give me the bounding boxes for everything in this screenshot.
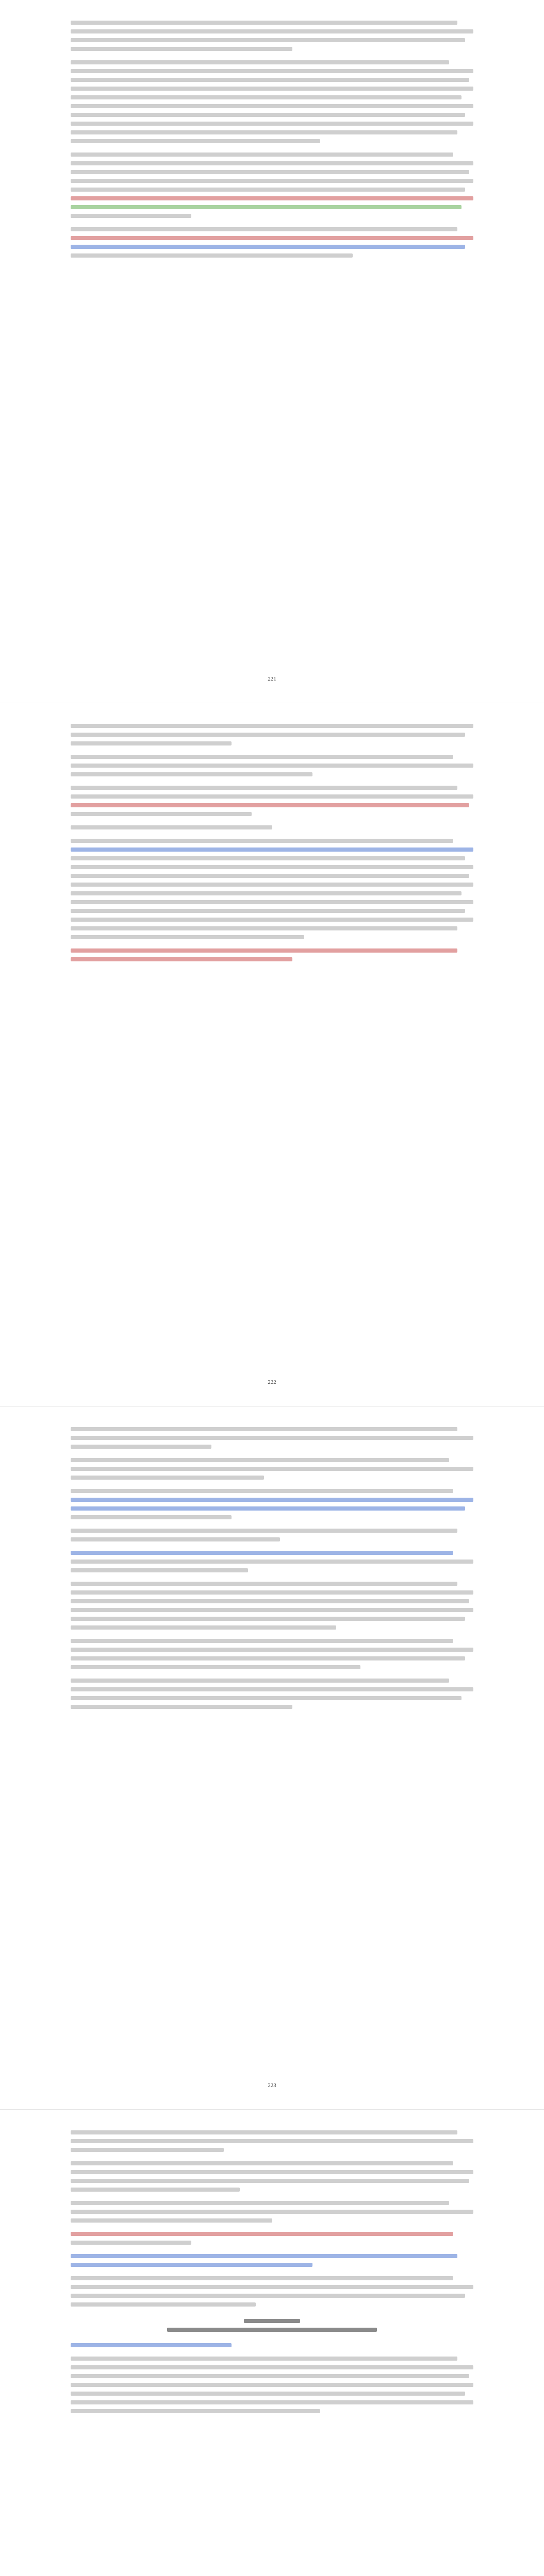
article-heading-placeholder	[71, 2319, 473, 2332]
page-224	[0, 2110, 544, 2576]
paragraph-placeholder	[71, 1639, 473, 1669]
paragraph-placeholder	[71, 1582, 473, 1630]
page-body	[71, 21, 473, 267]
paragraph-placeholder	[71, 2130, 473, 2152]
page-number: 221	[268, 676, 276, 682]
paragraph-placeholder	[71, 825, 473, 829]
paragraph-placeholder	[71, 60, 473, 143]
page-body	[71, 724, 473, 971]
paragraph-placeholder	[71, 2357, 473, 2413]
page-number: 223	[268, 2082, 276, 2089]
paragraph-placeholder	[71, 227, 473, 258]
paragraph-placeholder	[71, 1529, 473, 1541]
paragraph-placeholder	[71, 724, 473, 745]
page-222	[0, 703, 544, 1406]
paragraph-placeholder	[71, 21, 473, 51]
paragraph-placeholder	[71, 1427, 473, 1449]
paragraph-placeholder	[71, 2232, 473, 2245]
paragraph-placeholder	[71, 786, 473, 816]
paragraph-placeholder	[71, 152, 473, 218]
paragraph-placeholder	[71, 2254, 473, 2267]
paragraph-placeholder	[71, 948, 473, 961]
paragraph-placeholder	[71, 1679, 473, 1709]
paragraph-placeholder	[71, 1458, 473, 1480]
page-body	[71, 1427, 473, 1718]
page-223	[0, 1406, 544, 2110]
page-number: 222	[268, 1379, 276, 1385]
page-body	[71, 2130, 473, 2422]
paragraph-placeholder	[71, 2276, 473, 2307]
paragraph-placeholder	[71, 1551, 473, 1572]
page-221	[0, 0, 544, 703]
paragraph-placeholder	[71, 755, 473, 776]
paragraph-placeholder	[71, 2161, 473, 2192]
paragraph-placeholder	[71, 2343, 473, 2347]
paragraph-placeholder	[71, 2201, 473, 2223]
paragraph-placeholder	[71, 839, 473, 939]
paragraph-placeholder	[71, 1489, 473, 1519]
